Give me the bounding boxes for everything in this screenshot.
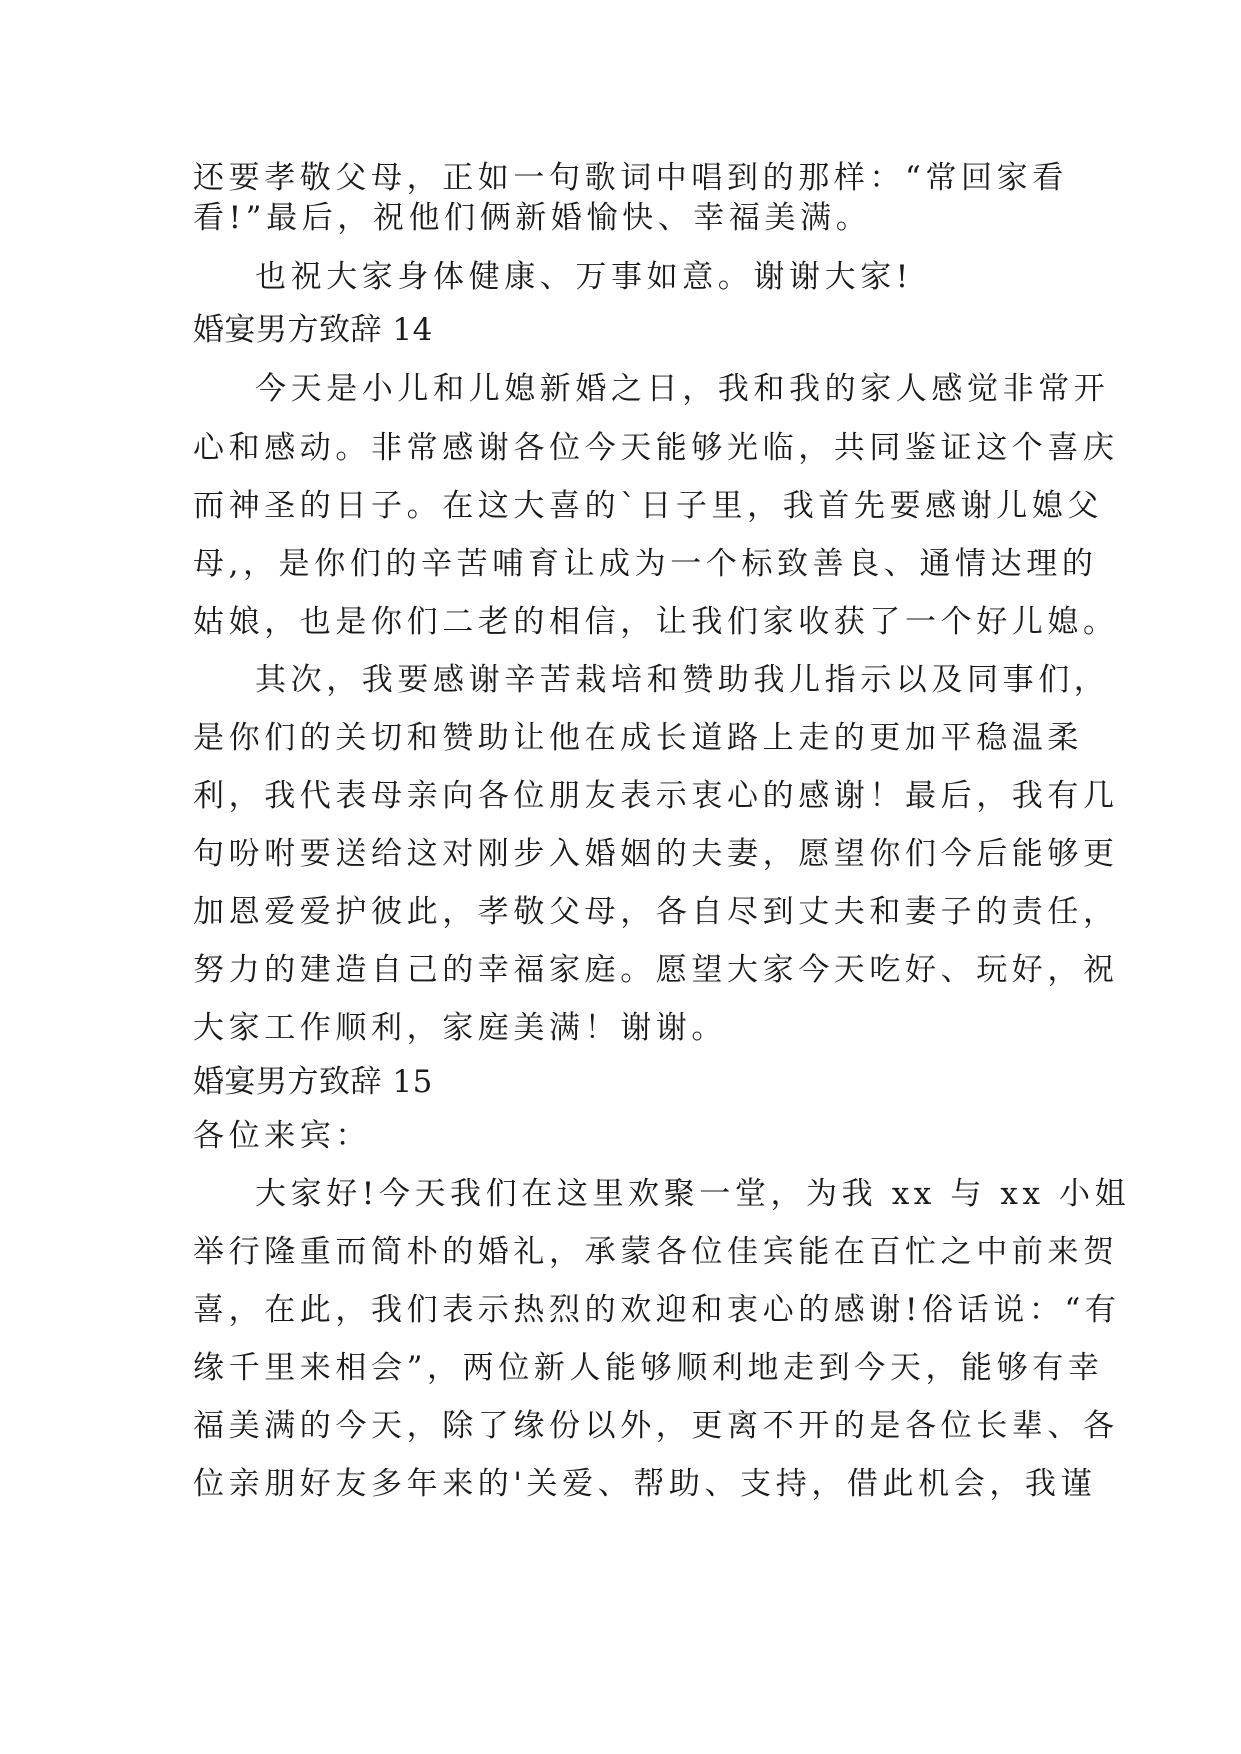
paragraph-line: 加恩爱爱护彼此，孝敬父母，各自尽到丈夫和妻子的责任， — [193, 894, 1119, 930]
paragraph-line: 缘千里来相会”，两位新人能够顺利地走到今天，能够有幸 — [193, 1350, 1104, 1386]
salutation: 各位来宾： — [193, 1118, 371, 1154]
paragraph-line: 心和感动。非常感谢各位今天能够光临，共同鉴证这个喜庆 — [193, 430, 1119, 466]
paragraph-line: 大家好!今天我们在这里欢聚一堂，为我 xx 与 xx 小姐 — [255, 1176, 1131, 1212]
section-heading: 婚宴男方致辞 15 — [193, 1064, 433, 1100]
paragraph-line: 大家工作顺利，家庭美满！谢谢。 — [193, 1010, 727, 1046]
paragraph-line: 看!”最后，祝他们俩新婚愉快、幸福美满。 — [193, 200, 872, 236]
paragraph-line: 其次，我要感谢辛苦栽培和赞助我儿指示以及同事们， — [255, 662, 1110, 698]
paragraph-line: 而神圣的日子。在这大喜的`日子里，我首先要感谢儿媳父 — [193, 488, 1104, 524]
paragraph-line: 努力的建造自己的幸福家庭。愿望大家今天吃好、玩好，祝 — [193, 952, 1119, 988]
paragraph-line: 姑娘，也是你们二老的相信，让我们家收获了一个好儿媳。 — [193, 604, 1119, 640]
paragraph-line: 还要孝敬父母，正如一句歌词中唱到的那样：“常回家看 — [193, 160, 1068, 196]
paragraph-line: 是你们的关切和赞助让他在成长道路上走的更加平稳温柔 — [193, 720, 1083, 756]
paragraph-line: 福美满的今天，除了缘份以外，更离不开的是各位长辈、各 — [193, 1408, 1119, 1444]
paragraph-line: 也祝大家身体健康、万事如意。谢谢大家! — [255, 259, 913, 295]
paragraph-line: 句吩咐要送给这对刚步入婚姻的夫妻，愿望你们今后能够更 — [193, 836, 1119, 872]
section-heading: 婚宴男方致辞 14 — [193, 312, 433, 348]
paragraph-line: 母,，是你们的辛苦哺育让成为一个标致善良、通情达理的 — [193, 546, 1098, 582]
paragraph-line: 位亲朋好友多年来的'关爱、帮助、支持，借此机会，我谨 — [193, 1466, 1097, 1502]
paragraph-line: 今天是小儿和儿媳新婚之日，我和我的家人感觉非常开 — [255, 371, 1110, 407]
paragraph-line: 利，我代表母亲向各位朋友表示衷心的感谢！最后，我有几 — [193, 778, 1119, 814]
paragraph-line: 喜，在此，我们表示热烈的欢迎和衷心的感谢!俗话说：“有 — [193, 1292, 1121, 1328]
paragraph-line: 举行隆重而简朴的婚礼，承蒙各位佳宾能在百忙之中前来贺 — [193, 1234, 1119, 1270]
